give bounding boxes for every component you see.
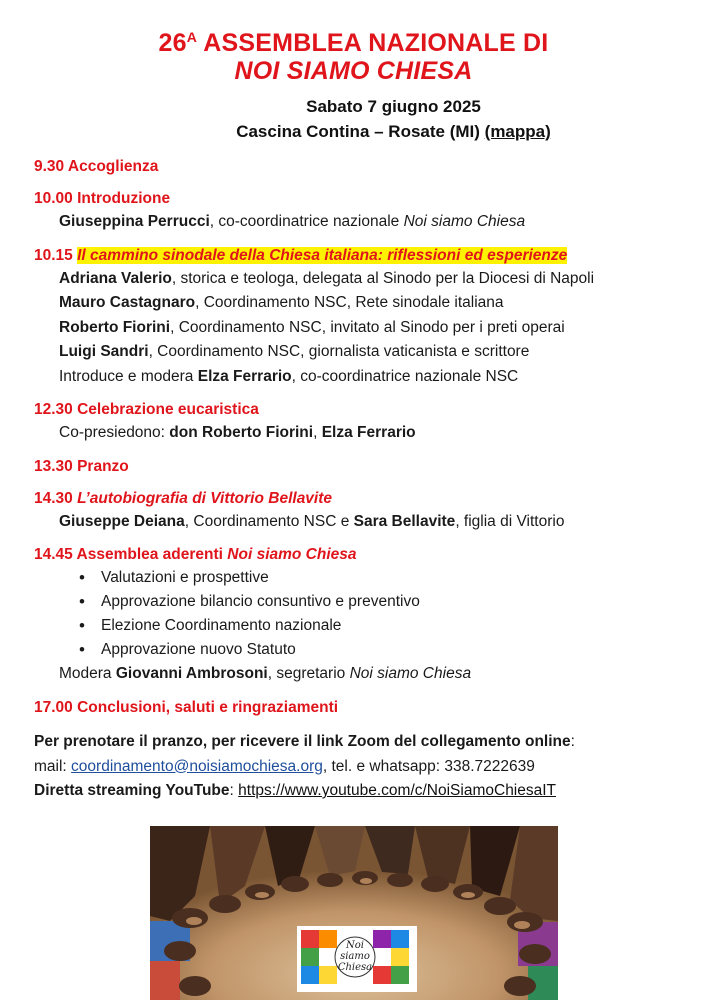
speaker-line: Giuseppe Deiana, Coordinamento NSC e Sara Bellavite, figlia di Vittorio <box>59 512 565 530</box>
speaker-line: Luigi Sandri, Coordinamento NSC, giornalista vaticanista e scrittore <box>59 343 530 360</box>
stream-line: Diretta streaming YouTube: https://www.youtube.com/c/NoiSiamoChiesaIT <box>34 782 557 799</box>
map-link[interactable]: (mappa) <box>484 122 551 141</box>
logo-text-2: siamo <box>340 951 370 962</box>
program-section-biography <box>34 488 694 535</box>
logo-text-3: Chiesa <box>337 962 373 973</box>
program-section-intro <box>34 188 694 235</box>
speaker-line: Adriana Valerio, storica e teologa, delegata al Sinodo per la Diocesi di Napoli <box>59 269 595 287</box>
program-section-assembly <box>34 544 694 687</box>
program-section-mass <box>34 399 694 446</box>
section-heading: 14.30 L’autobiografia di Vittorio Bellavite <box>34 489 333 507</box>
email-link[interactable]: coordinamento@noisiamochiesa.org <box>71 757 323 775</box>
program-section-welcome <box>34 156 694 178</box>
contact-info <box>34 730 694 804</box>
event-title-line2: NOI SIAMO CHIESA <box>234 57 473 85</box>
logo-text-1: Noi <box>346 940 364 951</box>
mail-line: mail: coordinamento@noisiamochiesa.org, tel. e whatsapp: 338.7222639 <box>34 757 535 775</box>
section-heading: 10.00 Introduzione <box>34 190 171 207</box>
agenda-item: • Valutazioni e prospettive <box>101 566 694 590</box>
section-heading: 10.15 Il cammino sinodale della Chiesa italiana: riflessioni ed esperienze <box>34 246 568 264</box>
event-place: Cascina Contina – Rosate (MI) (mappa) <box>236 122 551 141</box>
logo-graphic <box>299 928 411 986</box>
section-heading: 14.45 Assemblea aderenti Noi siamo Chiesa <box>34 546 357 563</box>
program-section-lunch <box>34 456 694 478</box>
agenda-item: • Approvazione bilancio consuntivo e preventivo <box>101 590 694 614</box>
youtube-link[interactable]: https://www.youtube.com/c/NoiSiamoChiesaIT <box>238 782 557 799</box>
highlighted-title: Il cammino sinodale della Chiesa italiana: riflessioni ed esperienze <box>77 246 568 264</box>
moderator-line: Introduce e modera Elza Ferrario, co-coordinatrice nazionale NSC <box>59 367 519 385</box>
celebrants-line: Co-presiedono: don Roberto Fiorini, Elza Ferrario <box>59 424 416 441</box>
section-heading: 12.30 Celebrazione eucaristica <box>34 401 259 418</box>
booking-line: Per prenotare il pranzo, per ricevere il link Zoom del collegamento online: <box>34 733 575 750</box>
event-date: Sabato 7 giugno 2025 <box>306 97 481 116</box>
speaker-line: Giuseppina Perrucci, co-coordinatrice nazionale Noi siamo Chiesa <box>59 213 526 230</box>
speaker-line: Mauro Castagnaro, Coordinamento NSC, Rete sinodale italiana <box>59 294 504 311</box>
section-heading: 9.30 Accoglienza <box>34 158 159 175</box>
moderator-line: Modera Giovanni Ambrosoni, segretario Noi siamo Chiesa <box>59 665 472 682</box>
event-title-line1: $26^A$ ASSEMBLEA NAZIONALE DI <box>158 29 549 57</box>
circle-of-feet-photo <box>150 826 558 1000</box>
agenda-list <box>34 566 694 662</box>
agenda-item: • Elezione Coordinamento nazionale <box>101 614 694 638</box>
section-heading: 13.30 Pranzo <box>34 457 129 475</box>
speaker-line: Roberto Fiorini, Coordinamento NSC, invitato al Sinodo per i preti operai <box>59 318 565 336</box>
noi-siamo-chiesa-logo <box>297 926 417 992</box>
program <box>34 156 694 729</box>
program-section-synod <box>34 245 694 390</box>
section-heading: 17.00 Conclusioni, saluti e ringraziamenti <box>34 698 339 716</box>
program-section-closing <box>34 697 694 719</box>
agenda-item: • Approvazione nuovo Statuto <box>101 638 694 662</box>
